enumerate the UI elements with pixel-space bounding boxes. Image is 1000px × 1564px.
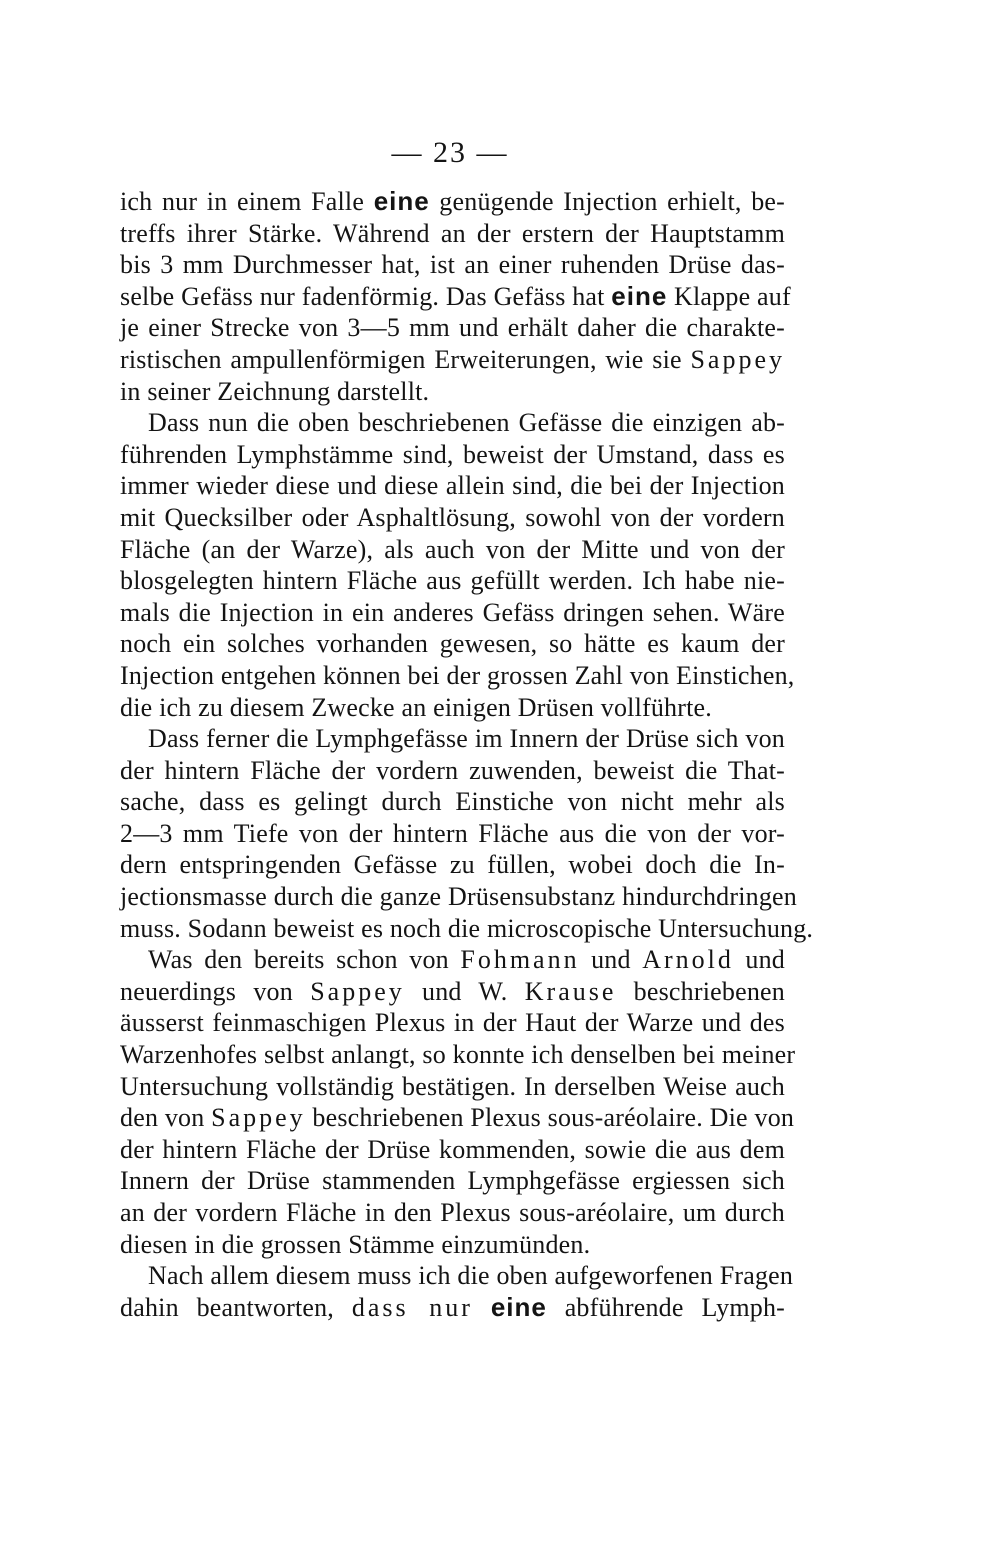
- text-line: mit Quecksilber oder Asphaltlösung, sowohl von der vordern: [120, 502, 785, 532]
- emphasis-word: eine: [373, 186, 430, 216]
- text-line: der hintern Fläche der vordern zuwenden, beweist die That-: [120, 755, 785, 785]
- text-line: Nach allem diesem muss ich die oben aufgeworfenen Fragen: [148, 1261, 794, 1291]
- spaced-name: Fohmann: [460, 945, 580, 975]
- spaced-name: Arnold: [642, 945, 734, 975]
- text-line: treffs ihrer Stärke. Während an der erstern der Hauptstamm: [120, 218, 785, 248]
- text-line: muss. Sodann beweist es noch die microscopische Untersuchung.: [120, 913, 814, 943]
- text-line: selbe Gefäss nur fadenförmig. Das Gefäss hat eine Klappe auf: [120, 280, 791, 311]
- text-line: diesen in die grossen Stämme einzumünden.: [120, 1229, 591, 1259]
- emphasis-word: eine: [490, 1291, 547, 1322]
- body-text: [120, 186, 814, 1323]
- text-line: Injection entgehen können bei der grossen Zahl von Einstichen,: [120, 660, 795, 690]
- text-line: ristischen ampullenförmigen Erweiterungen, wie sie Sappey: [120, 344, 785, 374]
- spaced-name: Krause: [524, 976, 617, 1006]
- text-line: ich nur in einem Falle eine genügende Injection erhielt, be-: [120, 186, 785, 216]
- text-line: Dass ferner die Lymphgefässe im Innern der Drüse sich von: [148, 724, 785, 754]
- text-line: jectionsmasse durch die ganze Drüsensubstanz hindurchdringen: [120, 882, 797, 912]
- text-line: je einer Strecke von 3—5 mm und erhält daher die charakte-: [120, 313, 785, 343]
- text-line: Untersuchung vollständig bestätigen. In derselben Weise auch: [120, 1071, 785, 1101]
- text-line: führenden Lymphstämme sind, beweist der Umstand, dass es: [120, 439, 785, 469]
- text-line: Was den bereits schon von Fohmann und Arnold und: [148, 945, 785, 975]
- text-line: Dass nun die oben beschriebenen Gefässe die einzigen ab-: [148, 408, 785, 438]
- text-line: Warzenhofes selbst anlangt, so konnte ich denselben bei meiner: [120, 1040, 796, 1070]
- text-line: den von Sappey beschriebenen Plexus sous-aréolaire. Die von: [120, 1103, 795, 1133]
- text-line: Fläche (an der Warze), als auch von der Mitte und von der: [120, 534, 785, 564]
- text-line: 2—3 mm Tiefe von der hintern Fläche aus die von der vor-: [120, 818, 785, 848]
- text-line: sache, dass es gelingt durch Einstiche von nicht mehr als: [120, 787, 785, 817]
- text-line: immer wieder diese und diese allein sind, die bei der Injection: [120, 471, 785, 501]
- text-line: äusserst feinmaschigen Plexus in der Haut der Warze und des: [120, 1008, 785, 1038]
- text-line: die ich zu diesem Zwecke an einigen Drüsen vollführte.: [120, 692, 712, 722]
- text-line: neuerdings von Sappey und W. Krause beschriebenen: [120, 976, 785, 1006]
- text-line: blosgelegten hintern Fläche aus gefüllt werden. Ich habe nie-: [120, 566, 785, 596]
- text-line: dern entspringenden Gefässe zu füllen, wobei doch die In-: [120, 850, 785, 880]
- emphasis-word: eine: [611, 280, 668, 311]
- text-line: der hintern Fläche der Drüse kommenden, sowie die aus dem: [120, 1134, 785, 1164]
- text-line: dahin beantworten, dass nur eine abführende Lymph-: [120, 1291, 786, 1322]
- spaced-name: Sappey: [690, 344, 785, 374]
- text-line: mals die Injection in ein anderes Gefäss dringen sehen. Wäre: [120, 597, 785, 627]
- text-line: in seiner Zeichnung darstellt.: [120, 376, 430, 406]
- text-line: Innern der Drüse stammenden Lymphgefässe ergiessen sich: [120, 1166, 785, 1196]
- spaced-name: Sappey: [211, 1103, 306, 1133]
- page-number: — 23 —: [391, 136, 509, 169]
- text-line: an der vordern Fläche in den Plexus sous-aréolaire, um durch: [120, 1198, 785, 1227]
- text-line: noch ein solches vorhanden gewesen, so hätte es kaum der: [120, 629, 785, 659]
- spaced-name: dass nur: [351, 1292, 473, 1322]
- text-line: bis 3 mm Durchmesser hat, ist an einer ruhenden Drüse das-: [120, 250, 785, 280]
- spaced-name: Sappey: [310, 976, 405, 1006]
